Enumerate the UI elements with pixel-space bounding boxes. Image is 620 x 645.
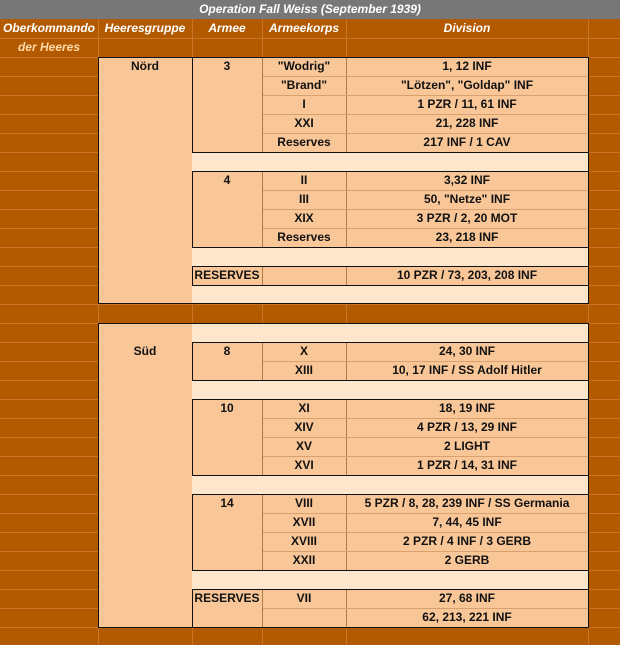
korps-cell: "Brand": [280, 78, 328, 92]
korps-cell: Reserves: [277, 135, 331, 149]
division-cell: 10, 17 INF / SS Adolf Hitler: [392, 363, 542, 377]
header-oberkommando: Oberkommando: [2, 21, 95, 35]
division-cell: 27, 68 INF: [438, 591, 496, 605]
heeresgruppe-nord: Nörd: [131, 59, 159, 73]
korps-cell: XVI: [294, 458, 314, 472]
korps-cell: XXII: [292, 553, 316, 567]
armee-14-label: 14: [220, 496, 234, 510]
heeresgruppe-column-nord: [99, 58, 192, 303]
division-cell: 5 PZR / 8, 28, 239 INF / SS Germania: [364, 496, 570, 510]
korps-cell: XI: [298, 401, 310, 415]
grid-line: [0, 304, 620, 305]
korps-cell: XIII: [294, 363, 313, 377]
header-heeresgruppe: Heeresgruppe: [104, 21, 186, 35]
reserves-divider: [262, 267, 263, 285]
division-cell: 18, 19 INF: [438, 401, 496, 415]
korps-cell: VIII: [294, 496, 313, 510]
korps-cell: XVIII: [290, 534, 317, 548]
header-armeekorps: Armeekorps: [268, 21, 340, 35]
reserves-label: RESERVES: [194, 268, 260, 282]
division-cell: 24, 30 INF: [438, 344, 496, 358]
korps-cell: II: [300, 173, 308, 187]
korps-cell: [262, 608, 346, 627]
korps-cell: XVII: [292, 515, 316, 529]
sheet-title: Operation Fall Weiss (September 1939): [0, 0, 620, 19]
heeresgruppe-column-sud: [99, 324, 192, 627]
korps-cell: XV: [295, 439, 312, 453]
division-cell: 62, 213, 221 INF: [422, 610, 512, 624]
division-cell: 23, 218 INF: [435, 230, 499, 244]
korps-cell: Reserves: [277, 230, 331, 244]
division-cell: "Lötzen", "Goldap" INF: [400, 78, 534, 92]
division-cell: 1 PZR / 11, 61 INF: [417, 97, 517, 111]
korps-cell: XIX: [294, 211, 314, 225]
korps-cell: XXI: [294, 116, 314, 130]
korps-cell: VII: [296, 591, 312, 605]
division-cell: 21, 228 INF: [435, 116, 499, 130]
header-oberkommando-sub: der Heeres: [17, 40, 81, 54]
division-cell: 50, "Netze" INF: [423, 192, 511, 206]
armee-10-label: 10: [220, 401, 234, 415]
division-cell: 2 PZR / 4 INF / 3 GERB: [402, 534, 532, 548]
korps-cell: I: [302, 97, 306, 111]
korps-cell: III: [298, 192, 309, 206]
korps-cell: "Wodrig": [277, 59, 331, 73]
division-cell: 1, 12 INF: [442, 59, 492, 73]
division-cell: 4 PZR / 13, 29 INF: [416, 420, 518, 434]
header-armee: Armee: [208, 21, 246, 35]
division-cell: 7, 44, 45 INF: [432, 515, 502, 529]
division-cell: 10 PZR / 73, 203, 208 INF: [396, 268, 538, 282]
division-cell: 2 LIGHT: [443, 439, 490, 453]
division-cell: 3,32 INF: [443, 173, 491, 187]
header-division: Division: [443, 21, 491, 35]
armee-4-label: 4: [223, 173, 231, 187]
korps-cell: XIV: [294, 420, 314, 434]
korps-cell: X: [299, 344, 308, 358]
reserves-label: RESERVES: [194, 591, 260, 605]
division-cell: 3 PZR / 2, 20 MOT: [416, 211, 518, 225]
division-cell: 217 INF / 1 CAV: [423, 135, 511, 149]
armee-8-label: 8: [223, 344, 231, 358]
division-cell: 1 PZR / 14, 31 INF: [416, 458, 518, 472]
armee-3-label: 3: [223, 59, 231, 73]
division-cell: 2 GERB: [444, 553, 490, 567]
heeresgruppe-sud: Süd: [133, 344, 157, 358]
